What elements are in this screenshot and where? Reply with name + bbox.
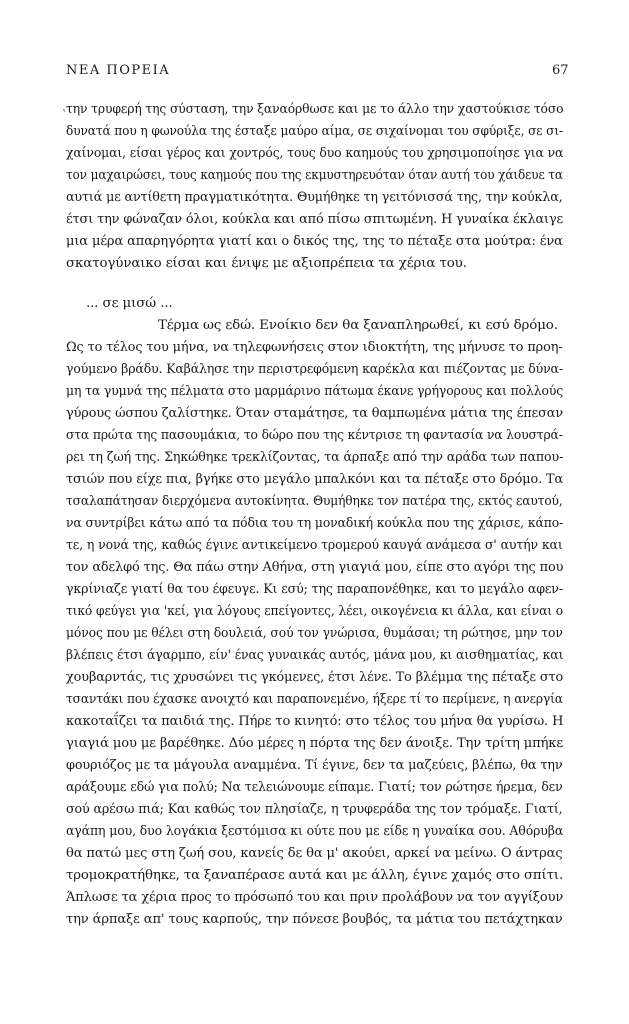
text-line: Τέρμα ως εδώ. Ενοίκιο δεν θα ξαναπληρωθεί, κι εσύ δρόμο. bbox=[158, 318, 558, 333]
text-line: τσιών που είχε πια, βγήκε στο μεγάλο μπαλκόνι και τα πέταξε στο δρόμο. Τα bbox=[66, 472, 564, 487]
text-line: την τρυφερή της σύσταση, την ξαναόρθωσε και με το άλλο την χαστούκισε τόσο bbox=[66, 102, 564, 117]
text-line: μια μέρα απαρηγόρητα γιατί και ο δικός της, της το πέταξε στα μούτρα: ένα bbox=[66, 234, 563, 249]
text-line: Ως το τέλος του μήνα, να τηλεφωνήσεις στον ιδιοκτήτη, της μήνυσε το προη- bbox=[66, 340, 563, 355]
text-line: μη τα γυμνά της πέλματα στο μαρμάρινο πάτωμα έκανε γρήγορους και πολλούς bbox=[66, 384, 564, 399]
text-line: την άρπαξε απ' τους καρπούς, την πόνεσε βουβός, τα μάτια του πετάχτηκαν bbox=[66, 912, 563, 927]
text-line: αγάπη μου, δυο λογάκια ξεστόμισα κι ούτε που με είδε η γυναίκα σου. Αθόρυβα bbox=[66, 824, 564, 839]
text-line: τον αδελφό της. Θα πάω στην Αθήνα, στη γιαγιά μου, είπε στο αγόρι της που bbox=[66, 560, 564, 575]
text-line: δυνατά που η φωνούλα της έσταξε μαύρο αίμα, σε σιχαίνομαι του σφύριξε, σε σι- bbox=[66, 124, 564, 139]
text-line: γούμενο βράδυ. Καβάλησε την περιστρεφόμενη καρέκλα και πιέζοντας με δύνα- bbox=[66, 362, 563, 377]
text-line: φουριόζος με τα μάγουλα αναμμένα. Τί έγινε, δεν τα μαζεύεις, βλέπω, θα την bbox=[66, 758, 563, 773]
text-line: τσαλαπάτησαν διερχόμενα αυτοκίνητα. Θυμήθηκε τον πατέρα της, εκτός εαυτού, bbox=[66, 494, 563, 509]
text-line: αυτιά με αντίθετη πραγματικότητα. Θυμήθηκε τη γειτόνισσά της, την κούκλα, bbox=[66, 190, 563, 205]
text-line: κακοταΐζει τα παιδιά της. Πήρε το κινητό: στο τέλος του μήνα θα γυρίσω. Η bbox=[66, 714, 564, 729]
text-line: στα πρώτα της πασουμάκια, το δώρο που της κέντρισε τη φαντασία να λουστρά- bbox=[66, 428, 563, 443]
text-line: έτσι την φώναζαν όλοι, κούκλα και από πίσω σπιτωμένη. Η γυναίκα έκλαιγε bbox=[66, 212, 564, 227]
text-line: τσαντάκι που έχασκε ανοιχτό και παραπονεμένο, ήξερε τί το περίμενε, η ανεργία bbox=[66, 692, 563, 707]
text-line: τρομοκρατήθηκε, τα ξαναπέρασε αυτά και με άλλη, έγινε χαμός στο σπίτι. bbox=[66, 868, 564, 883]
text-line: τικό φεύγει για 'κεί, για λόγους επείγοντες, λέει, οικογένεια κι άλλα, και είναι ο bbox=[66, 604, 564, 619]
text-line: βλέπεις έτσι άγαρμπο, είν' ένας γυναικάς αυτός, μάνα μου, κι αισθηματίας, και bbox=[66, 648, 564, 663]
text-line: χουβαρντάς, τις χρυσώνει τις γκόμενες, έτσι λένε. Το βλέμμα της πέταξε στο bbox=[66, 670, 564, 685]
text-line: σού αρέσω πιά; Και καθώς τον πλησίαζε, η τρυφεράδα της τον τρόμαξε. Γιατί, bbox=[66, 802, 563, 817]
text-line: μόνος που με θέλει στη δουλειά, σού τον γνώρισα, θυμάσαι; τη ρώτησε, μην τον bbox=[66, 626, 563, 641]
margin-mark: ʽ bbox=[62, 107, 66, 121]
text-line: γιαγιά μου με βαρέθηκε. Δύο μέρες η πόρτα της δεν άνοιξε. Την τρίτη μπήκε bbox=[66, 736, 564, 751]
running-head: ΝΕΑ ΠΟΡΕΙΑ bbox=[66, 63, 171, 78]
text-line: χαίνομαι, είσαι γέρος και χοντρός, τους δυο καημούς του χρησιμοποίησε για να bbox=[66, 146, 564, 161]
text-line: θα πατώ μες στη ζωή σου, κανείς δε θα μ' ακούει, αρκεί να μείνω. Ο άντρας bbox=[66, 846, 563, 861]
text-line: γκρίνιαζε γιατί θα του έφευγε. Κι εσύ; της παραπονέθηκε, και το μεγάλο αφεν- bbox=[66, 582, 563, 597]
text-line: ρει τη ζωή της. Σηκώθηκε τρεκλίζοντας, τα άρπαξε από την αράδα των παπου- bbox=[66, 450, 564, 465]
text-line: τε, η νονά της, καθώς έγινε αντικείμενο τρομερού καυγά ανάμεσα σ' αυτήν και bbox=[66, 538, 563, 553]
page-number: 67 bbox=[552, 63, 569, 78]
text-line: τον μαχαιρώσει, τους καημούς που της εκμυστηρευόταν όταν αυτή του χάιδευε τα bbox=[66, 168, 563, 183]
text-line: Άπλωσε τα χέρια προς το πρόσωπό του και πριν προλάβουν να τον αγγίξουν bbox=[66, 890, 564, 905]
text-line: αράξουμε εδώ για πολύ; Να τελειώνουμε είπαμε. Γιατί; τον ρώτησε ήρεμα, δεν bbox=[66, 780, 563, 795]
text-line: σκατογύναικο είσαι και ένιψε με αξιοπρέπεια τα χέρια του. bbox=[66, 256, 467, 271]
section-marker: ... σε μισώ ... bbox=[86, 296, 173, 311]
text-line: να συντρίβει κάτω από τα πόδια του τη μοναδική κούκλα που της χάρισε, κάπο- bbox=[66, 516, 564, 531]
text-line: γύρους ώσπου ζαλίστηκε. Όταν σταμάτησε, τα θαμπωμένα μάτια της έπεσαν bbox=[66, 406, 564, 421]
